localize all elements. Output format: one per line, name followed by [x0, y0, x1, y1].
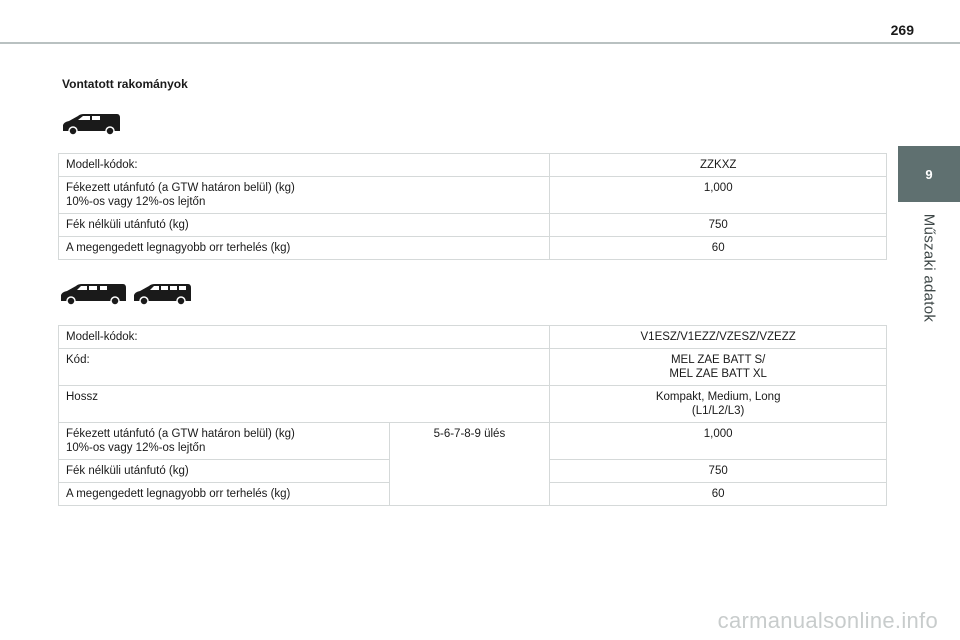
towing-table-1: [58, 153, 887, 260]
section-title: Vontatott rakományok: [62, 77, 188, 91]
towing-table-2: [58, 325, 887, 506]
unbraked-trailer-label: Fék nélküli utánfutó (kg): [59, 460, 390, 483]
braked-trailer-value: 1,000: [550, 423, 887, 460]
code-value: MEL ZAE BATT S/ MEL ZAE BATT XL: [550, 349, 887, 386]
unbraked-trailer-value: 750: [550, 460, 887, 483]
van-long-minibus-icon: [132, 282, 192, 306]
chapter-label: Műszaki adatok: [920, 213, 938, 323]
braked-trailer-label: Fékezett utánfutó (a GTW határon belül) (kg) 10%-os vagy 12%-os lejtőn: [59, 423, 390, 460]
header-divider: [0, 42, 960, 44]
model-codes-label: Modell-kódok:: [59, 326, 550, 349]
braked-trailer-label: Fékezett utánfutó (a GTW határon belül) (kg) 10%-os vagy 12%-os lejtőn: [59, 177, 550, 214]
table-row: [59, 423, 887, 460]
nose-weight-label: A megengedett legnagyobb orr terhelés (kg): [59, 237, 550, 260]
page-number: 269: [890, 22, 914, 38]
van-compact-icon: [61, 112, 121, 136]
model-codes-label: Modell-kódok:: [59, 154, 550, 177]
table-row: [59, 326, 887, 349]
braked-trailer-value: 1,000: [550, 177, 887, 214]
length-label: Hossz: [59, 386, 550, 423]
nose-weight-value: 60: [550, 483, 887, 506]
table-row: [59, 214, 887, 237]
nose-weight-value: 60: [550, 237, 887, 260]
table-row: [59, 386, 887, 423]
van-long-icon: [59, 282, 127, 306]
model-codes-value: ZZKXZ: [550, 154, 887, 177]
table-row: [59, 177, 887, 214]
code-label: Kód:: [59, 349, 550, 386]
model-codes-value: V1ESZ/V1EZZ/VZESZ/VZEZZ: [550, 326, 887, 349]
table-row: [59, 154, 887, 177]
unbraked-trailer-value: 750: [550, 214, 887, 237]
nose-weight-label: A megengedett legnagyobb orr terhelés (kg): [59, 483, 390, 506]
watermark: carmanualsonline.info: [717, 608, 938, 633]
table-row: [59, 349, 887, 386]
unbraked-trailer-label: Fék nélküli utánfutó (kg): [59, 214, 550, 237]
table-row: [59, 237, 887, 260]
chapter-tab[interactable]: 9: [898, 146, 960, 202]
length-value: Kompakt, Medium, Long (L1/L2/L3): [550, 386, 887, 423]
seats-value: 5-6-7-8-9 ülés: [389, 423, 550, 506]
